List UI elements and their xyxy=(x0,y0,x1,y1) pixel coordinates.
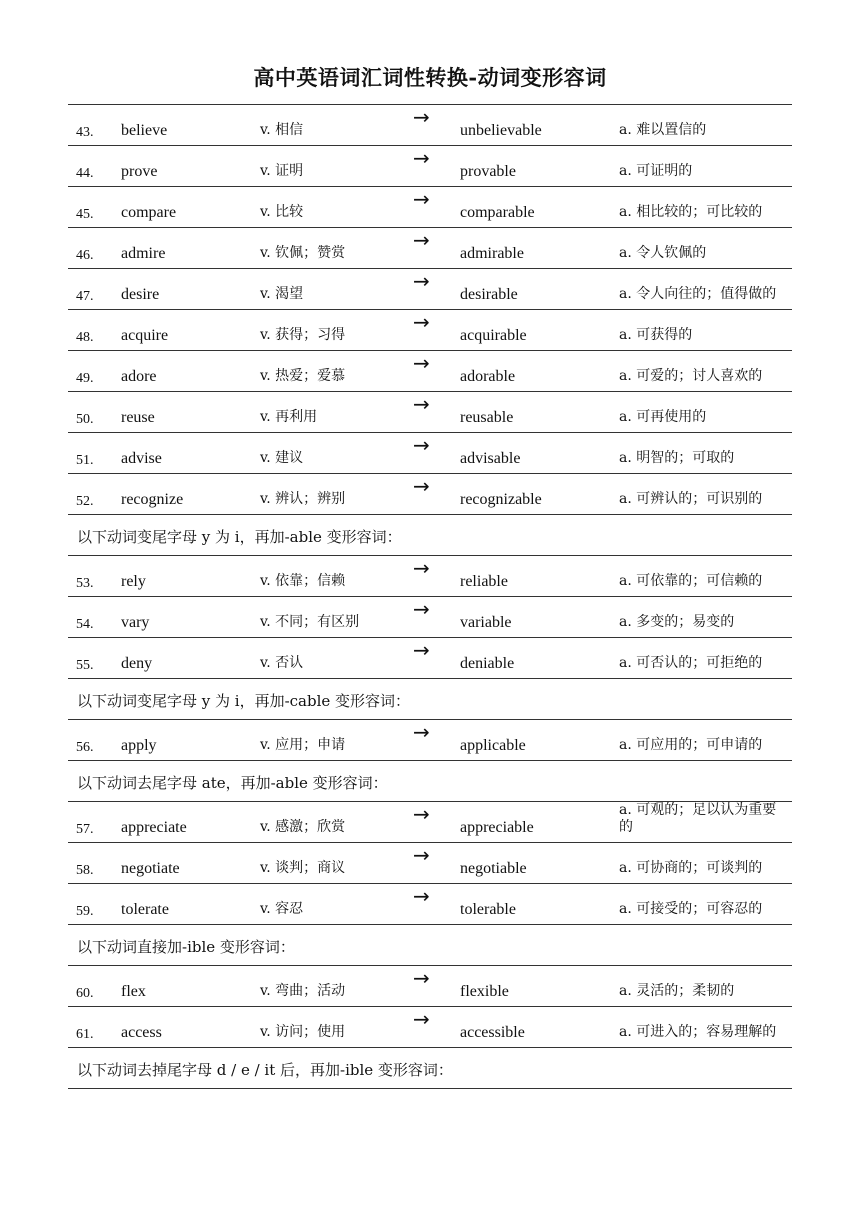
vocab-table xyxy=(68,104,792,1089)
verb-meaning: v. 弯曲；活动 xyxy=(260,983,346,999)
adjective-meaning: a. 可观的；足以认为重要的 xyxy=(619,802,777,835)
adjective-meaning: a. 可否认的；可拒绝的 xyxy=(619,655,763,671)
arrow-icon: → xyxy=(413,597,430,621)
verb-meaning: v. 谈判；商议 xyxy=(260,860,346,876)
adjective-word: applicable xyxy=(460,737,526,754)
table-row xyxy=(68,843,792,884)
table-row xyxy=(68,884,792,925)
adjective-meaning: a. 可应用的；可申请的 xyxy=(619,737,763,753)
entry-number: 50. xyxy=(76,412,94,427)
entry-number: 58. xyxy=(76,863,94,878)
adjective-meaning: a. 令人钦佩的 xyxy=(619,245,707,261)
table-row xyxy=(68,392,792,433)
verb-meaning: v. 访问；使用 xyxy=(260,1024,346,1040)
adjective-word: flexible xyxy=(460,983,509,1000)
verb-word: reuse xyxy=(121,409,155,426)
verb-meaning: v. 比较 xyxy=(260,204,304,220)
verb-word: believe xyxy=(121,122,168,139)
arrow-icon: → xyxy=(413,433,430,457)
arrow-icon: → xyxy=(413,474,430,498)
entry-number: 54. xyxy=(76,617,94,632)
adjective-meaning: a. 可接受的；可容忍的 xyxy=(619,901,763,917)
verb-meaning: v. 钦佩；赞赏 xyxy=(260,245,346,261)
verb-word: recognize xyxy=(121,491,184,508)
arrow-icon: → xyxy=(413,884,430,908)
entry-number: 47. xyxy=(76,289,94,304)
entry-number: 51. xyxy=(76,453,94,468)
adjective-meaning: a. 可爱的；讨人喜欢的 xyxy=(619,368,763,384)
arrow-icon: → xyxy=(413,843,430,867)
section-note-text: 以下动词变尾字母 y 为 i，再加-cable 变形容词： xyxy=(77,692,411,710)
entry-number: 56. xyxy=(76,740,94,755)
section-note xyxy=(68,1048,792,1089)
adjective-meaning: a. 多变的；易变的 xyxy=(619,614,735,630)
verb-word: advise xyxy=(121,450,162,467)
entry-number: 48. xyxy=(76,330,94,345)
verb-word: acquire xyxy=(121,327,169,344)
arrow-icon: → xyxy=(413,269,430,293)
table-row xyxy=(68,638,792,679)
adjective-meaning: a. 可辨认的；可识别的 xyxy=(619,491,763,507)
arrow-icon: → xyxy=(413,392,430,416)
verb-meaning: v. 辨认；辨别 xyxy=(260,491,346,507)
adjective-word: advisable xyxy=(460,450,521,467)
section-note-text: 以下动词直接加-ible 变形容词： xyxy=(77,938,295,956)
verb-meaning: v. 容忍 xyxy=(260,901,304,917)
entry-number: 53. xyxy=(76,576,94,591)
adjective-word: recognizable xyxy=(460,491,542,508)
adjective-word: acquirable xyxy=(460,327,527,344)
verb-meaning: v. 再利用 xyxy=(260,409,318,425)
arrow-icon: → xyxy=(413,966,430,990)
arrow-icon: → xyxy=(413,638,430,662)
table-row xyxy=(68,310,792,351)
verb-word: rely xyxy=(121,573,146,590)
table-row xyxy=(68,228,792,269)
adjective-meaning: a. 明智的；可取的 xyxy=(619,450,735,466)
adjective-word: appreciable xyxy=(460,819,534,836)
adjective-meaning: a. 难以置信的 xyxy=(619,122,707,138)
verb-meaning: v. 依靠；信赖 xyxy=(260,573,346,589)
adjective-word: reusable xyxy=(460,409,514,426)
table-row xyxy=(68,351,792,392)
section-note xyxy=(68,925,792,966)
adjective-word: unbelievable xyxy=(460,122,542,139)
verb-word: tolerate xyxy=(121,901,169,918)
verb-word: appreciate xyxy=(121,819,187,836)
table-row xyxy=(68,597,792,638)
entry-number: 57. xyxy=(76,822,94,837)
verb-word: compare xyxy=(121,204,177,221)
section-note-text: 以下动词去掉尾字母 d / e / it 后，再加-ible 变形容词： xyxy=(77,1061,453,1079)
verb-meaning: v. 否认 xyxy=(260,655,304,671)
entry-number: 49. xyxy=(76,371,94,386)
table-row xyxy=(68,146,792,187)
adjective-word: negotiable xyxy=(460,860,527,877)
section-note xyxy=(68,515,792,556)
verb-meaning: v. 建议 xyxy=(260,450,304,466)
entry-number: 46. xyxy=(76,248,94,263)
adjective-word: provable xyxy=(460,163,516,180)
verb-word: apply xyxy=(121,737,157,754)
entry-number: 61. xyxy=(76,1027,94,1042)
section-note-text: 以下动词变尾字母 y 为 i，再加-able 变形容词： xyxy=(77,528,402,546)
adjective-meaning: a. 灵活的；柔韧的 xyxy=(619,983,735,999)
verb-word: admire xyxy=(121,245,166,262)
arrow-icon: → xyxy=(413,187,430,211)
entry-number: 45. xyxy=(76,207,94,222)
table-row xyxy=(68,187,792,228)
arrow-icon: → xyxy=(413,351,430,375)
entry-number: 43. xyxy=(76,125,94,140)
verb-word: adore xyxy=(121,368,157,385)
arrow-icon: → xyxy=(413,556,430,580)
arrow-icon: → xyxy=(413,310,430,334)
verb-word: access xyxy=(121,1024,162,1041)
verb-meaning: v. 渴望 xyxy=(260,286,304,302)
verb-word: vary xyxy=(121,614,150,631)
verb-meaning: v. 相信 xyxy=(260,122,304,138)
entry-number: 55. xyxy=(76,658,94,673)
verb-meaning: v. 不同；有区别 xyxy=(260,614,360,630)
page-title: 高中英语词汇词性转换-动词变形容词 xyxy=(253,65,607,90)
table-row xyxy=(68,1007,792,1048)
adjective-meaning: a. 可获得的 xyxy=(619,327,693,343)
adjective-word: desirable xyxy=(460,286,518,303)
adjective-word: reliable xyxy=(460,573,508,590)
adjective-meaning: a. 可证明的 xyxy=(619,163,693,179)
section-note xyxy=(68,679,792,720)
adjective-meaning: a. 可协商的；可谈判的 xyxy=(619,860,763,876)
adjective-meaning: a. 相比较的；可比较的 xyxy=(619,204,763,220)
entry-number: 59. xyxy=(76,904,94,919)
arrow-icon: → xyxy=(413,1007,430,1031)
table-row xyxy=(68,433,792,474)
adjective-meaning: a. 可依靠的；可信赖的 xyxy=(619,573,763,589)
verb-word: flex xyxy=(121,983,146,1000)
arrow-icon: → xyxy=(413,720,430,744)
verb-word: negotiate xyxy=(121,860,180,877)
verb-meaning: v. 感激；欣赏 xyxy=(260,819,346,835)
table-row xyxy=(68,105,792,146)
verb-meaning: v. 证明 xyxy=(260,163,304,179)
table-row xyxy=(68,556,792,597)
adjective-meaning: a. 可进入的；容易理解的 xyxy=(619,1024,777,1040)
adjective-word: comparable xyxy=(460,204,535,221)
table-row xyxy=(68,269,792,310)
entry-number: 52. xyxy=(76,494,94,509)
adjective-word: deniable xyxy=(460,655,515,672)
arrow-icon: → xyxy=(413,146,430,170)
entry-number: 60. xyxy=(76,986,94,1001)
adjective-meaning: a. 可再使用的 xyxy=(619,409,707,425)
verb-word: deny xyxy=(121,655,153,672)
verb-meaning: v. 热爱；爱慕 xyxy=(260,368,346,384)
adjective-meaning: a. 令人向往的；值得做的 xyxy=(619,286,777,302)
table-row xyxy=(68,720,792,761)
table-row xyxy=(68,966,792,1007)
arrow-icon: → xyxy=(413,228,430,252)
adjective-word: adorable xyxy=(460,368,516,385)
adjective-word: variable xyxy=(460,614,512,631)
arrow-icon: → xyxy=(413,802,430,826)
section-note-text: 以下动词去尾字母 ate，再加-able 变形容词： xyxy=(77,774,388,792)
verb-word: prove xyxy=(121,163,158,180)
adjective-word: tolerable xyxy=(460,901,516,918)
section-note xyxy=(68,761,792,802)
verb-word: desire xyxy=(121,286,160,303)
adjective-word: accessible xyxy=(460,1024,525,1041)
verb-meaning: v. 应用；申请 xyxy=(260,737,346,753)
arrow-icon: → xyxy=(413,105,430,129)
table-row xyxy=(68,474,792,515)
table-row xyxy=(68,802,792,843)
adjective-word: admirable xyxy=(460,245,524,262)
entry-number: 44. xyxy=(76,166,94,181)
verb-meaning: v. 获得；习得 xyxy=(260,327,346,343)
